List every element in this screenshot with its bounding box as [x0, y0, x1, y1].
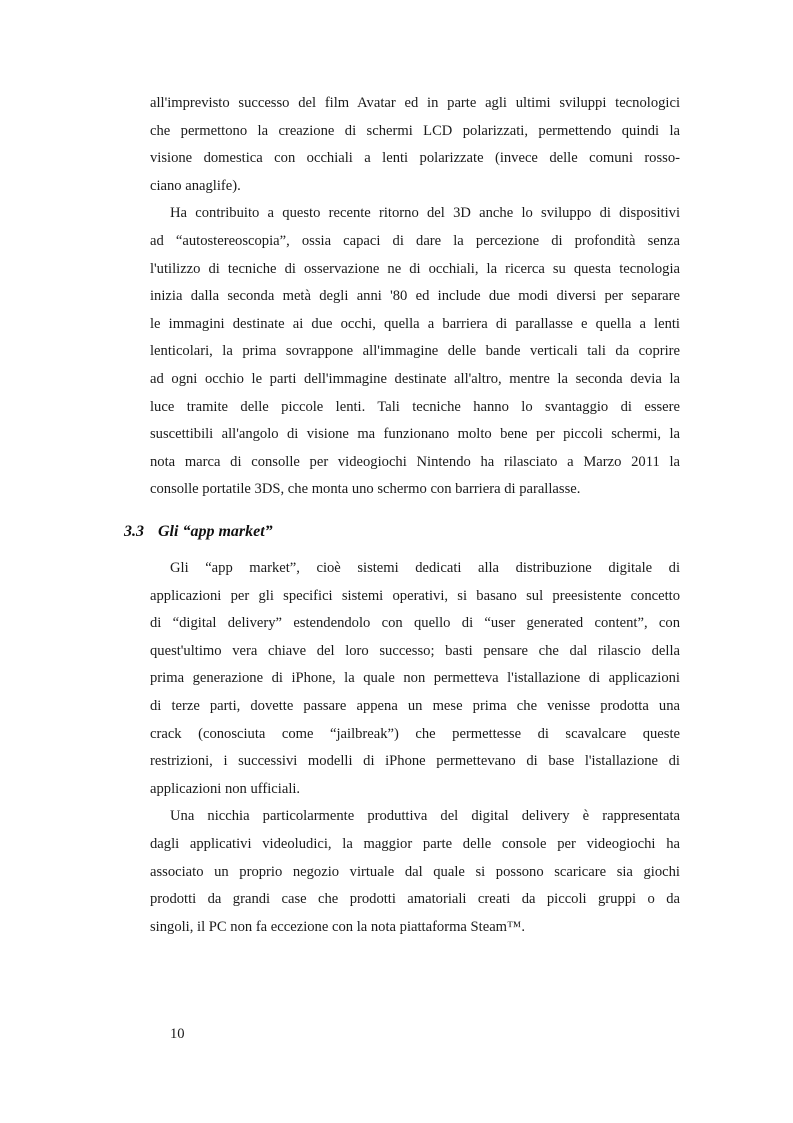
text-line: Gli “app market”, cioè sistemi dedicati alla distribuzione digitale di: [170, 560, 680, 576]
text-line: associato un proprio negozio virtuale dal quale si possono scaricare sia giochi: [150, 863, 680, 880]
body-text-top: [150, 90, 680, 504]
text-line: dagli applicativi videoludici, la maggior parte delle console per videogiochi ha: [150, 835, 680, 852]
text-line: restrizioni, i successivi modelli di iPhone permettevano di base l'istallazione di: [150, 753, 680, 770]
text-line: suscettibili all'angolo di visione ma funzionano molto bene per piccoli schermi, la: [150, 426, 680, 443]
text-line: inizia dalla seconda metà degli anni '80 ed include due modi diversi per separare: [150, 288, 680, 305]
paragraph-autostereoscopy: [150, 200, 680, 504]
text-line: nota marca di consolle per videogiochi Nintendo ha rilasciato a Marzo 2011 la: [150, 453, 680, 470]
text-line: ciano anaglife).: [150, 177, 241, 194]
text-line: Ha contribuito a questo recente ritorno del 3D anche lo sviluppo di dispositivi: [170, 205, 680, 222]
body-text-bottom: [150, 555, 680, 941]
text-line: di “digital delivery” estendendolo con quello di “user generated content”, con: [150, 615, 680, 632]
text-line: di terze parti, dovette passare appena un mese prima che venisse prodotta una: [150, 697, 680, 714]
text-line: visione domestica con occhiali a lenti polarizzate (invece delle comuni rosso-: [150, 150, 680, 167]
text-line: singoli, il PC non fa eccezione con la nota piattaforma Steam™.: [150, 918, 525, 935]
section-heading: [124, 523, 273, 541]
text-line: applicazioni non ufficiali.: [150, 780, 301, 797]
text-line: ad ogni occhio le parti dell'immagine destinate all'altro, mentre la seconda devia la: [150, 370, 680, 387]
text-line: luce tramite delle piccole lenti. Tali tecniche hanno lo svantaggio di essere: [150, 398, 680, 415]
text-line: prodotti da grandi case che prodotti amatoriali creati da piccoli gruppi o da: [150, 891, 680, 908]
text-line: prima generazione di iPhone, la quale non permetteva l'istallazione di applicazioni: [150, 670, 680, 687]
text-line: quest'ultimo vera chiave del loro successo; basti pensare che dal rilascio della: [150, 642, 680, 659]
text-line: che permettono la creazione di schermi LCD polarizzati, permettendo quindi la: [150, 122, 680, 139]
paragraph-digital-delivery: [150, 803, 680, 941]
page-number: 10: [170, 1026, 185, 1042]
text-line: ad “autostereoscopia”, ossia capaci di dare la percezione di profondità senza: [150, 232, 680, 249]
text-line: all'imprevisto successo del film Avatar ed in parte agli ultimi sviluppi tecnologici: [150, 95, 680, 111]
text-line: le immagini destinate ai due occhi, quella a barriera di parallasse e quella a lenti: [150, 315, 680, 332]
section-number: 3.3: [124, 523, 144, 540]
text-line: lenticolari, la prima sovrappone all'immagine delle bande verticali tali da coprire: [150, 343, 680, 360]
paragraph-avatar: [150, 90, 680, 200]
text-line: l'utilizzo di tecniche di osservazione ne di occhiali, la ricerca su questa tecnologia: [150, 260, 680, 277]
text-line: consolle portatile 3DS, che monta uno schermo con barriera di parallasse.: [150, 481, 581, 498]
text-line: applicazioni per gli specifici sistemi operativi, si basano sul preesistente concetto: [150, 587, 680, 604]
paragraph-app-market: [150, 555, 680, 803]
text-line: crack (conosciuta come “jailbreak”) che permettesse di scavalcare queste: [150, 725, 680, 742]
section-title: Gli “app market”: [158, 523, 273, 540]
text-line: Una nicchia particolarmente produttiva del digital delivery è rappresentata: [170, 808, 680, 825]
